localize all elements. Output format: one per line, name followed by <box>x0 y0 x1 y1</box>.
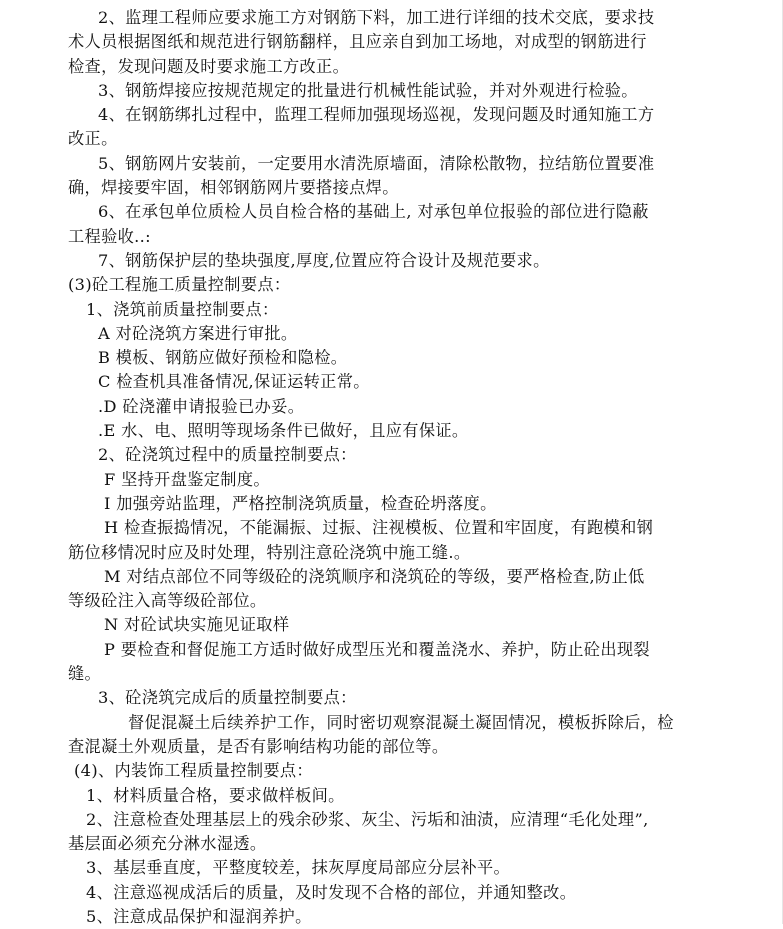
text-line: 等级砼注入高等级砼部位。 <box>68 591 267 611</box>
text-line: 3、砼浇筑完成后的质量控制要点： <box>98 688 357 708</box>
text-line: P 要检查和督促施工方适时做好成型压光和覆盖浇水、养护，防止砼出现裂 <box>104 639 650 659</box>
text-line: 2、砼浇筑过程中的质量控制要点： <box>98 445 357 465</box>
text-line: 6、在承包单位质检人员自检合格的基础上, 对承包单位报验的部位进行隐蔽 <box>98 202 649 222</box>
text-line: 查混凝土外观质量，是否有影响结构功能的部位等。 <box>68 736 449 756</box>
text-line: 2、监理工程师应要求施工方对钢筋下料，加工进行详细的技术交底，要求技 <box>98 8 655 27</box>
text-line: 4、在钢筋绑扎过程中，监理工程师加强现场巡视，发现问题及时通知施工方 <box>98 105 655 125</box>
text-line: 术人员根据图纸和规范进行钢筋翻样，且应亲自到加工场地，对成型的钢筋进行 <box>68 32 647 52</box>
text-line: A 对砼浇筑方案进行审批。 <box>98 323 298 343</box>
text-line: H 检查振捣情况，不能漏振、过振、注视模板、位置和牢固度，有跑模和钢 <box>104 518 654 538</box>
text-line: 工程验收..: <box>68 226 151 246</box>
text-line: 3、基层垂直度，平整度较差，抹灰厚度局部应分层补平。 <box>86 858 511 878</box>
text-line: 基层面必须充分淋水湿透。 <box>68 834 267 854</box>
text-line: 2、注意检查处理基层上的残余砂浆、灰尘、污垢和油渍，应清理“毛化处理”, <box>86 809 649 829</box>
text-line: M 对结点部位不同等级砼的浇筑顺序和浇筑砼的等级，要严格检查,防止低 <box>104 566 645 586</box>
text-line: I 加强旁站监理，严格控制浇筑质量，检查砼坍落度。 <box>104 493 497 513</box>
text-line: 确，焊接要牢固，相邻钢筋网片要搭接点焊。 <box>68 178 399 198</box>
text-line: F 坚持开盘鉴定制度。 <box>104 469 270 489</box>
text-line: 1、材料质量合格，要求做样板间。 <box>86 785 345 805</box>
text-line: 缝。 <box>68 664 102 684</box>
text-line: 督促混凝土后续养护工作，同时密切观察混凝土凝固情况，模板拆除后，检 <box>128 712 674 732</box>
text-line: (4)、内装饰工程质量控制要点： <box>74 761 313 781</box>
text-line: .D 砼浇灌申请报验已办妥。 <box>98 396 305 416</box>
text-line: 筋位移情况时应及时处理，特别注意砼浇筑中施工缝.。 <box>68 542 471 562</box>
text-line: 7、钢筋保护层的垫块强度,厚度,位置应符合设计及规范要求。 <box>98 250 550 270</box>
text-line: 5、注意成品保护和湿润养护。 <box>86 906 312 926</box>
text-line: 3、钢筋焊接应按规范规定的批量进行机械性能试验，并对外观进行检验。 <box>98 80 638 100</box>
text-line: 检查，发现问题及时要求施工方改正。 <box>68 56 350 76</box>
text-line: B 模板、钢筋应做好预检和隐检。 <box>98 348 348 368</box>
text-line: C 检查机具准备情况,保证运转正常。 <box>98 372 370 392</box>
text-line: N 对砼试块实施见证取样 <box>104 615 290 635</box>
text-line: (3)砼工程施工质量控制要点： <box>68 275 291 295</box>
text-line: 1、浇筑前质量控制要点： <box>86 299 279 319</box>
text-line: 改正。 <box>68 129 118 149</box>
text-line: .E 水、电、照明等现场条件已做好，且应有保证。 <box>98 421 469 441</box>
text-line: 5、钢筋网片安装前，一定要用水清洗原墙面，清除松散物，拉结筋位置要准 <box>98 153 655 173</box>
text-line: 4、注意巡视成活后的质量，及时发现不合格的部位，并通知整改。 <box>86 882 577 902</box>
